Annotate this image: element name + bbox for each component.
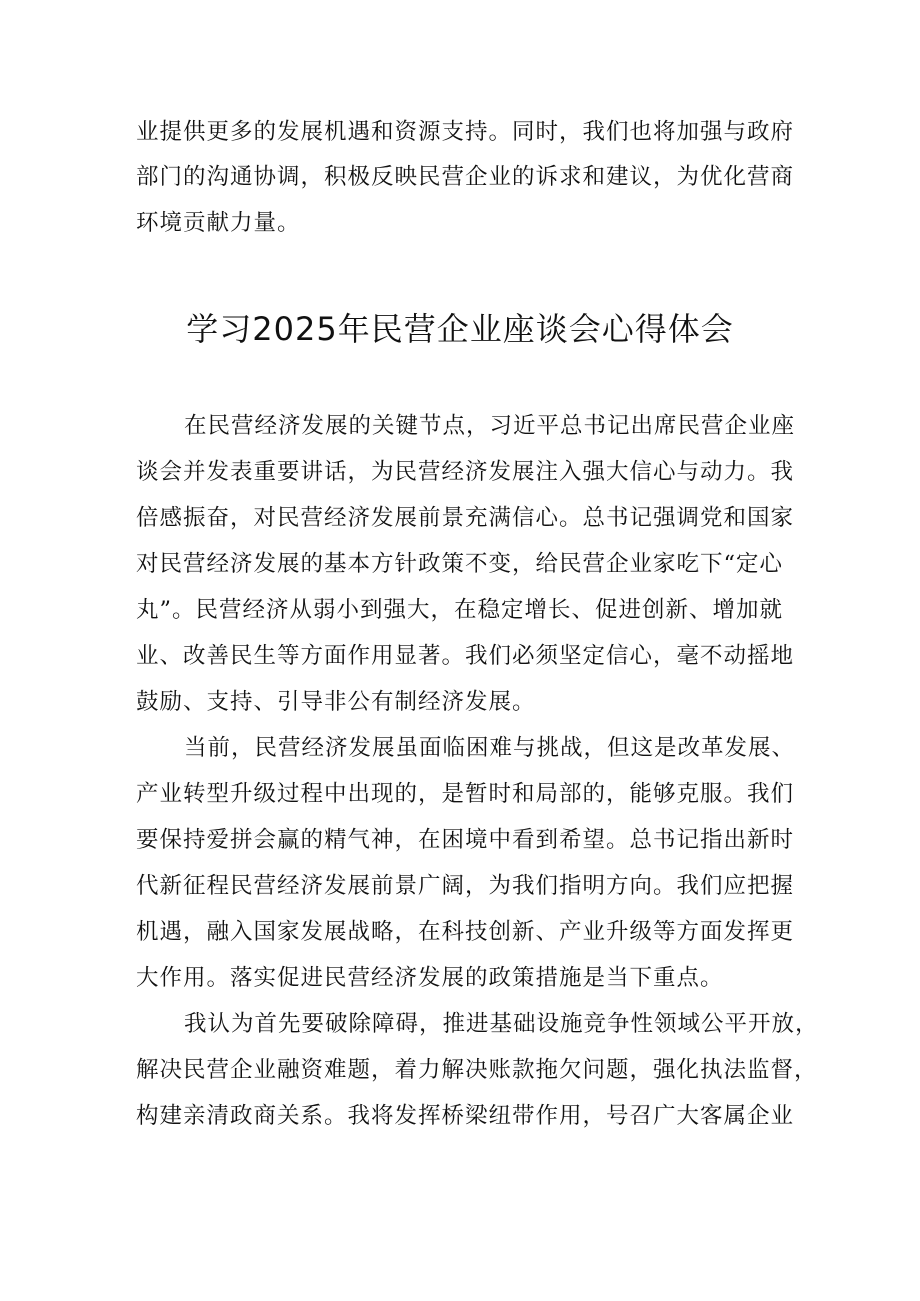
continued-text-line: 部门的沟通协调，积极反映民营企业的诉求和建议，为优化营商 <box>136 164 795 190</box>
paragraph-line: 我认为首先要破除障碍，推进基础设施竞争性领域公平开放， <box>184 1011 819 1037</box>
paragraph-line: 产业转型升级过程中出现的，是暂时和局部的，能够克服。我们 <box>136 781 795 807</box>
paragraph-line: 对民营经济发展的基本方针政策不变，给民营企业家吃下“定心 <box>136 551 784 577</box>
paragraph-line: 要保持爱拼会赢的精气神，在困境中看到希望。总书记指出新时 <box>136 827 795 853</box>
continued-text-line: 业提供更多的发展机遇和资源支持。同时，我们也将加强与政府 <box>136 119 795 145</box>
paragraph-line: 大作用。落实促进民营经济发展的政策措施是当下重点。 <box>136 965 724 991</box>
paragraph-line: 在民营经济发展的关键节点，习近平总书记出席民营企业座 <box>184 413 796 439</box>
paragraph-line: 谈会并发表重要讲话，为民营经济发展注入强大信心与动力。我 <box>136 459 795 485</box>
paragraph-line: 鼓励、支持、引导非公有制经济发展。 <box>136 689 536 715</box>
document-title: 学习2025年民营企业座谈会心得体会 <box>186 310 734 348</box>
paragraph-line: 构建亲清政商关系。我将发挥桥梁纽带作用，号召广大客属企业 <box>136 1103 795 1129</box>
paragraph-line: 当前，民营经济发展虽面临困难与挑战，但这是改革发展、 <box>184 735 796 761</box>
paragraph-line: 业、改善民生等方面作用显著。我们必须坚定信心，毫不动摇地 <box>136 643 795 669</box>
paragraph-line: 解决民营企业融资难题，着力解决账款拖欠问题，强化执法监督， <box>136 1057 818 1083</box>
paragraph-line: 倍感振奋，对民营经济发展前景充满信心。总书记强调党和国家 <box>136 505 795 531</box>
paragraph-line: 丸”。民营经济从弱小到强大，在稳定增长、促进创新、增加就 <box>136 597 784 623</box>
continued-text-line: 环境贡献力量。 <box>136 210 301 236</box>
paragraph-line: 机遇，融入国家发展战略，在科技创新、产业升级等方面发挥更 <box>136 919 795 945</box>
paragraph-line: 代新征程民营经济发展前景广阔，为我们指明方向。我们应把握 <box>136 873 795 899</box>
